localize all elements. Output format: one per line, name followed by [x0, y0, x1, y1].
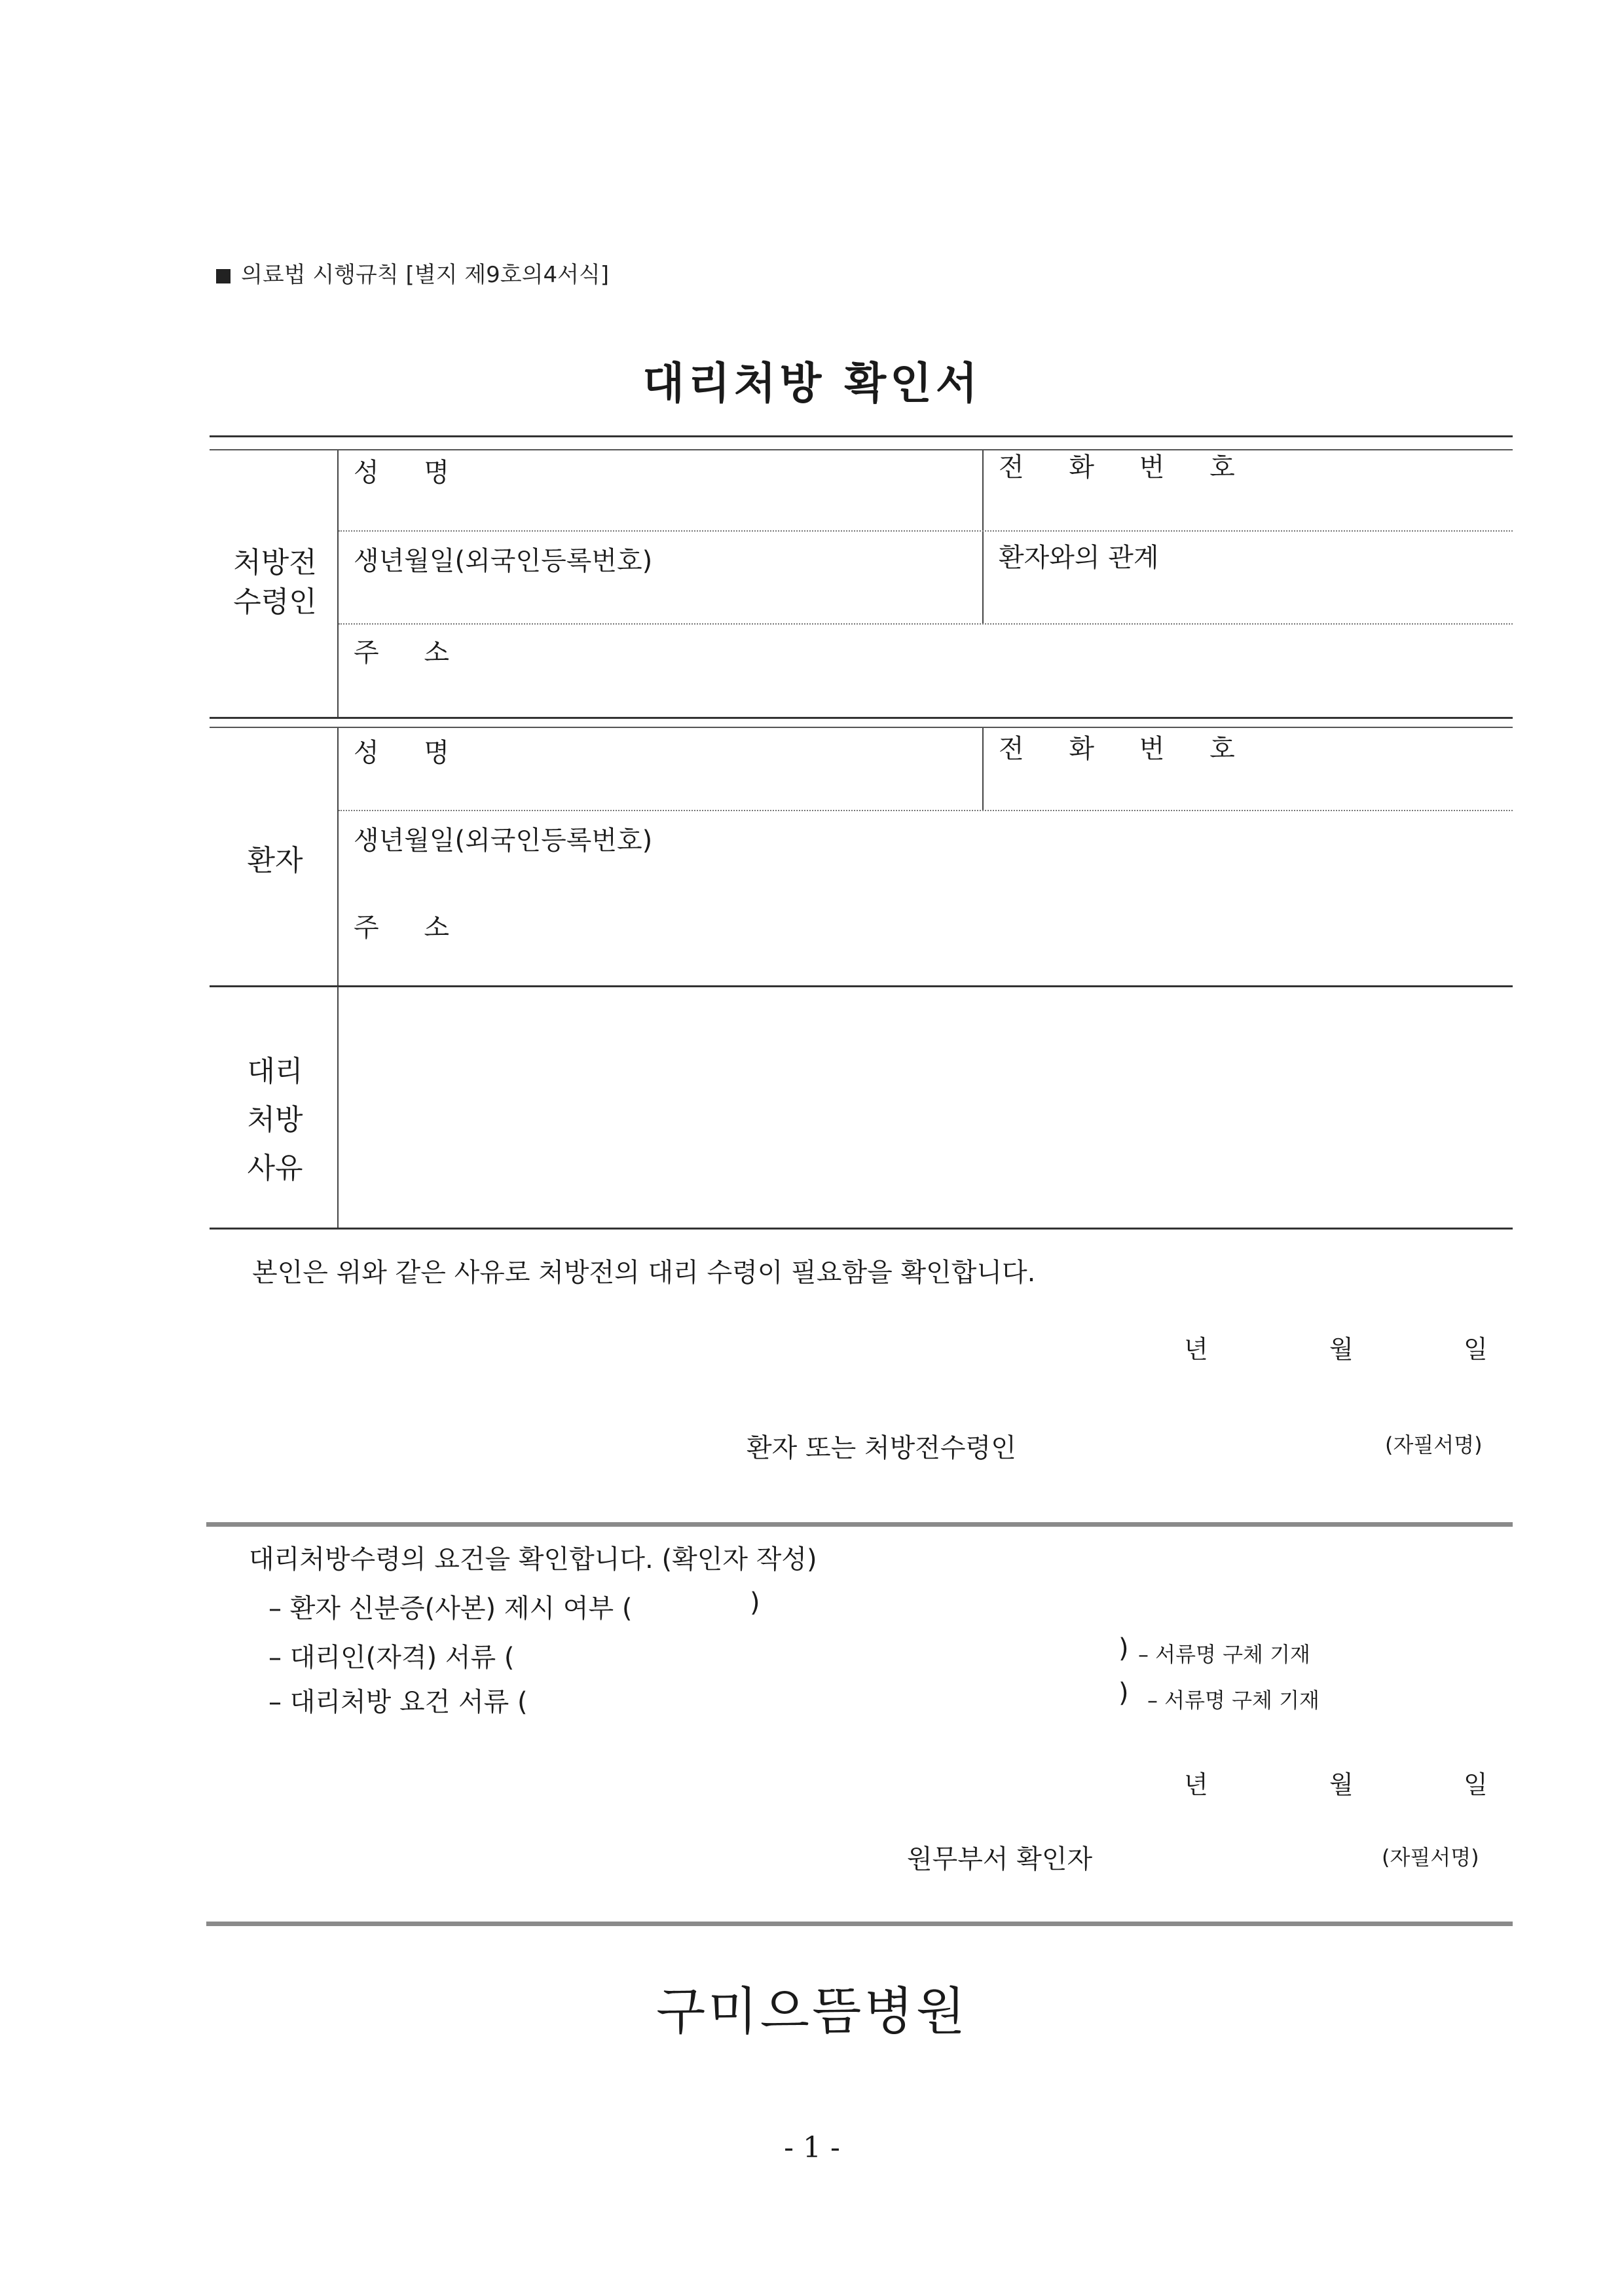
recipient-row-divider-2 — [339, 623, 1513, 625]
patient-phone-label: 전 화 번 호 — [999, 734, 1253, 764]
recipient-section-label — [223, 543, 327, 622]
recipient-label-line2: 수령인 — [233, 585, 317, 619]
patient-phone-divider — [982, 728, 984, 810]
recipient-row-divider-1 — [339, 530, 1513, 532]
section-separator-1a — [210, 717, 1513, 719]
requirement-item-2-close: ) — [1118, 1633, 1129, 1664]
requirements-day: 일 — [1464, 1770, 1488, 1799]
page-number: - 1 - — [784, 2131, 840, 2164]
section-separator-1b — [210, 727, 1513, 728]
confirmation-statement: 본인은 위와 같은 사유로 처방전의 대리 수령이 필요함을 확인합니다. — [252, 1258, 1036, 1288]
recipient-name-label: 성 명 — [354, 458, 468, 488]
confirmation-month: 월 — [1329, 1335, 1354, 1364]
requirement-item-3-close: ) — [1118, 1678, 1129, 1708]
confirmation-signer: 환자 또는 처방전수령인 — [747, 1433, 1016, 1463]
patient-section-label: 환자 — [247, 844, 303, 877]
requirements-signature-note: (자필서명) — [1382, 1845, 1479, 1870]
requirements-year: 년 — [1184, 1770, 1208, 1799]
form-title: 대리처방 확인서 — [642, 358, 982, 409]
requirements-confirmer: 원무부서 확인자 — [907, 1844, 1093, 1874]
requirements-bottom-rule — [206, 1922, 1513, 1926]
requirement-item-3-note: – 서류명 구체 기재 — [1147, 1688, 1320, 1713]
recipient-relation-label: 환자와의 관계 — [999, 543, 1159, 573]
rule-reference — [216, 257, 609, 289]
reason-label-divider — [337, 987, 339, 1229]
recipient-phone-divider — [982, 450, 984, 624]
rule-reference-text: 의료법 시행규칙 [별지 제9호의4서식] — [241, 262, 610, 288]
table-top-border-inner — [210, 449, 1513, 450]
recipient-phone-label: 전 화 번 호 — [999, 452, 1253, 483]
patient-address-label: 주 소 — [354, 913, 468, 943]
requirements-heading: 대리처방수령의 요건을 확인합니다. (확인자 작성) — [249, 1544, 817, 1575]
requirements-top-rule — [206, 1522, 1513, 1527]
requirement-item-2: – 대리인(자격) 서류 ( — [268, 1643, 515, 1673]
requirement-item-1: – 환자 신분증(사본) 제시 여부 ( — [268, 1594, 633, 1624]
requirement-item-3: – 대리처방 요건 서류 ( — [268, 1687, 528, 1717]
recipient-label-divider — [337, 450, 339, 719]
square-bullet-icon — [216, 269, 231, 283]
requirement-item-2-note: – 서류명 구체 기재 — [1138, 1642, 1310, 1667]
reason-label-line2: 처방 — [247, 1103, 303, 1137]
patient-name-label: 성 명 — [354, 738, 468, 768]
reason-section-label — [223, 1048, 327, 1193]
recipient-address-label: 주 소 — [354, 638, 468, 668]
requirement-item-1-close: ) — [750, 1588, 760, 1618]
table-top-border — [210, 435, 1513, 437]
section-separator-2 — [210, 985, 1513, 987]
patient-row-divider-1 — [339, 810, 1513, 811]
confirmation-year: 년 — [1184, 1335, 1208, 1364]
hospital-name: 구미으뜸병원 — [655, 1982, 969, 2041]
recipient-label-line1: 처방전 — [233, 546, 317, 579]
recipient-birth-label: 생년월일(외국인등록번호) — [354, 546, 653, 576]
patient-label-divider — [337, 728, 339, 987]
requirements-month: 월 — [1329, 1770, 1354, 1799]
reason-label-line1: 대리 — [247, 1055, 303, 1088]
reason-label-line3: 사유 — [247, 1152, 303, 1185]
patient-birth-label: 생년월일(외국인등록번호) — [354, 826, 653, 856]
confirmation-signature-note: (자필서명) — [1385, 1432, 1483, 1457]
confirmation-day: 일 — [1464, 1335, 1488, 1364]
table-bottom-border — [210, 1228, 1513, 1230]
